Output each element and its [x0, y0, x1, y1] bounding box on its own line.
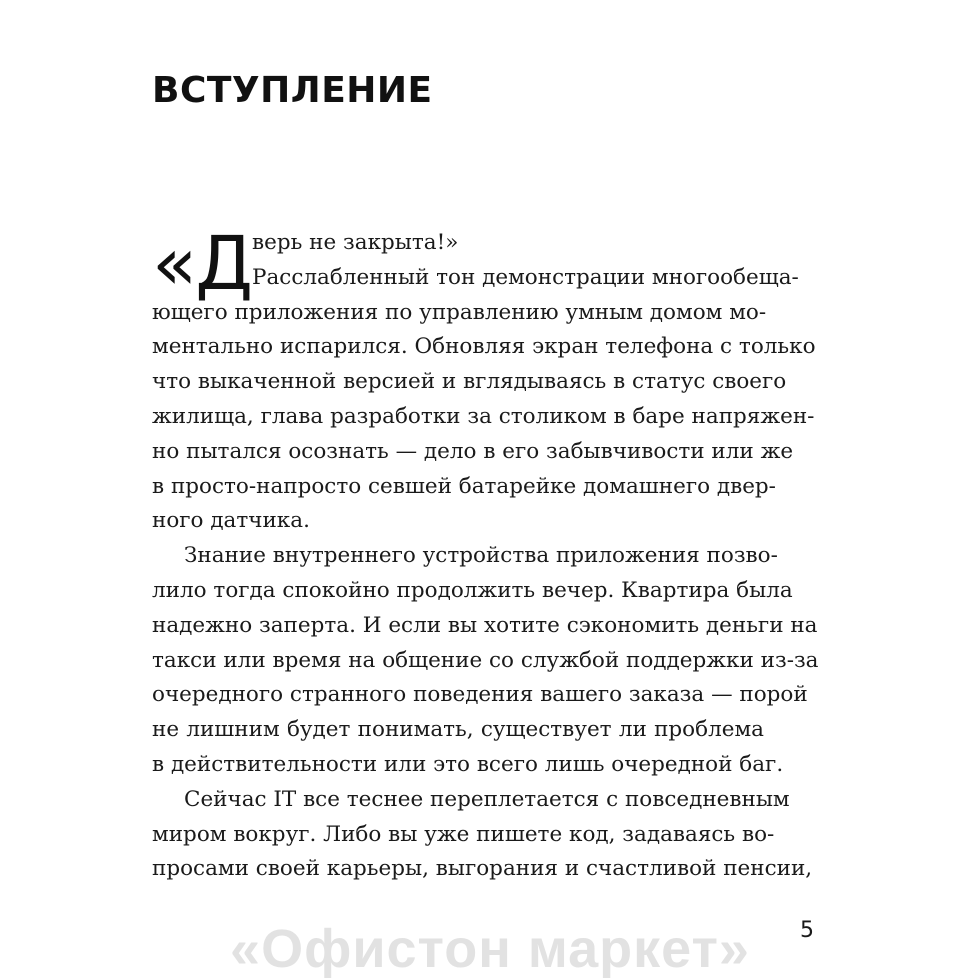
text-line: Сейчас IT все теснее переплетается с повседневным [184, 786, 790, 812]
text-line: что выкаченной версией и вглядываясь в статус своего [152, 369, 787, 395]
paragraph-2 [152, 539, 819, 783]
text-line: очередного странного поведения вашего заказа — порой [152, 682, 808, 708]
text-line: жилища, глава разработки за столиком в баре напряжен- [152, 403, 815, 429]
text-line: ментально испарился. Обновляя экран телефона с только [152, 334, 816, 360]
text-line: но пытался осознать — дело в его забывчивости или же [152, 438, 794, 464]
text-line: ющего приложения по управлению умным домом мо- [152, 299, 767, 325]
text-line: Расслабленный тон демонстрации многообеща- [252, 264, 799, 290]
paragraph-1 [152, 221, 816, 539]
page-number: 5 [800, 918, 814, 943]
drop-cap: «Д [152, 221, 252, 307]
text-line: в просто-напросто севшей батарейке домашнего двер- [152, 473, 776, 499]
watermark: «Офистон маркет» [230, 919, 750, 979]
text-line: миром вокруг. Либо вы уже пишете код, задаваясь во- [152, 821, 775, 847]
text-line: в действительности или это всего лишь очередной баг. [152, 751, 784, 777]
text-line: не лишним будет понимать, существует ли проблема [152, 717, 764, 743]
text-line: Знание внутреннего устройства приложения позво- [184, 543, 778, 569]
text-line: ного датчика. [152, 508, 310, 534]
text-line: верь не закрыта!» [252, 230, 459, 255]
text-line: просами своей карьеры, выгорания и счастливой пенсии, [152, 856, 813, 882]
chapter-title: ВСТУПЛЕНИЕ [152, 70, 433, 111]
body-text [152, 221, 819, 887]
text-line: лило тогда спокойно продолжить вечер. Квартира была [152, 577, 793, 603]
text-line: такси или время на общение со службой поддержки из-за [152, 647, 819, 673]
paragraph-3 [152, 783, 813, 887]
text-line: надежно заперта. И если вы хотите сэкономить деньги на [152, 612, 818, 638]
